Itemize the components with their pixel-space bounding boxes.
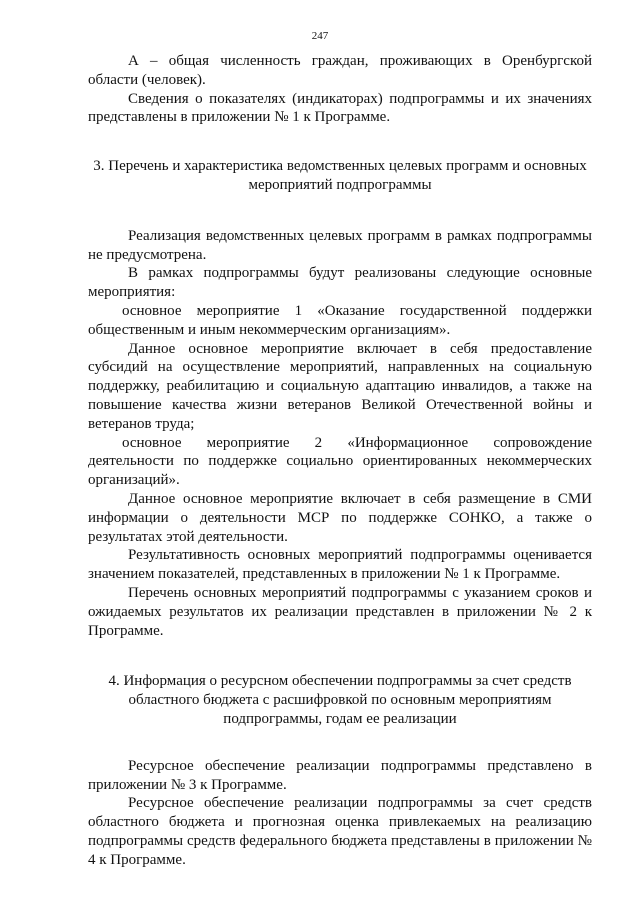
paragraph: Ресурсное обеспечение реализации подпрограммы за счет средств областного бюджета и прогнозная оценка привлекаемых на реализацию подпрограммы средств федерального бюджета представлены в приложении № 4 к Программе. <box>88 795 592 868</box>
paragraph: основное мероприятие 2 «Информационное сопровождение деятельности по поддержке социально ориентированных некоммерческих организаций». <box>88 434 592 489</box>
paragraph: Сведения о показателях (индикаторах) подпрограммы и их значениях представлены в приложении № 1 к Программе. <box>88 90 592 126</box>
paragraph: Результативность основных мероприятий подпрограммы оценивается значением показателей, представленных в приложении № 1 к Программе. <box>88 547 592 583</box>
paragraph: Ресурсное обеспечение реализации подпрограммы представлено в приложении № 3 к Программе. <box>88 757 592 793</box>
section-4-heading: 4. Информация о ресурсном обеспечении подпрограммы за счет средств областного бюджета с расшифровкой по основным мероприятиям подпрограммы, годам ее реализации <box>108 673 572 727</box>
paragraph: Перечень основных мероприятий подпрограммы с указанием сроков и ожидаемых результатов их реализации представлен в приложении № 2 к Программе. <box>88 584 592 639</box>
paragraph: Данное основное мероприятие включает в себя размещение в СМИ информации о деятельности МСР по поддержке СОНКО, а также о результатах этой деятельности. <box>88 490 592 545</box>
paragraph: Реализация ведомственных целевых программ в рамках подпрограммы не предусмотрена. <box>88 227 592 263</box>
section-3-heading: 3. Перечень и характеристика ведомственных целевых программ и основных мероприятий подпрограммы <box>93 158 587 193</box>
paragraph: основное мероприятие 1 «Оказание государственной поддержки общественным и иным некоммерческим организациям». <box>88 302 592 338</box>
paragraph: А – общая численность граждан, проживающих в Оренбургской области (человек). <box>88 53 592 88</box>
page-number: 247 <box>311 30 329 42</box>
paragraph: В рамках подпрограммы будут реализованы следующие основные мероприятия: <box>88 265 592 301</box>
document-body <box>88 52 592 869</box>
paragraph: Данное основное мероприятие включает в себя предоставление субсидий на осуществление мероприятий, направленных на социальную поддержку, реабилитацию и социальную адаптацию инвалидов, а также на повышение качества жизни ветеранов Великой Отечественной войны и ветеранов труда; <box>88 340 592 432</box>
